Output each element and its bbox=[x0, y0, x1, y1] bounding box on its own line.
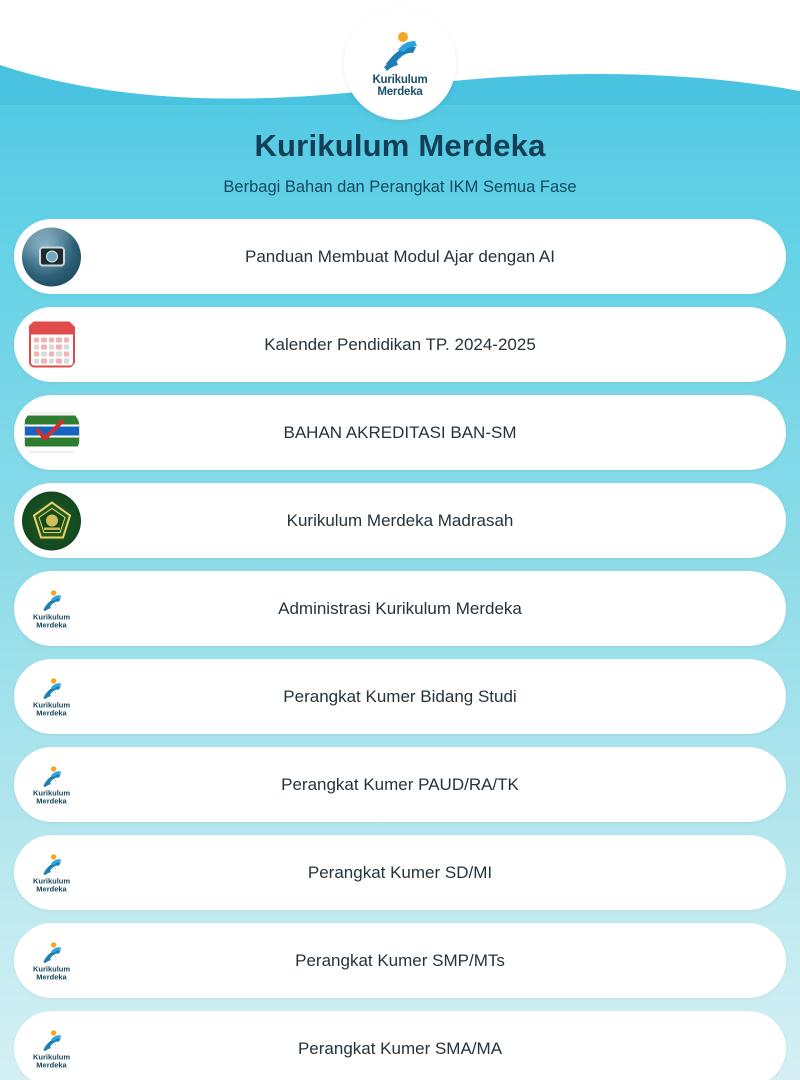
calendar-icon bbox=[22, 315, 81, 374]
page-subtitle: Berbagi Bahan dan Perangkat IKM Semua Fase bbox=[223, 178, 577, 196]
list-item[interactable] bbox=[14, 1011, 786, 1080]
kurikulum-merdeka-icon bbox=[22, 667, 81, 726]
kurikulum-merdeka-icon bbox=[22, 755, 81, 814]
logo-text-line1: Kurikulum bbox=[372, 74, 428, 86]
list-item[interactable] bbox=[14, 747, 786, 822]
list-item[interactable] bbox=[14, 835, 786, 910]
list-item[interactable] bbox=[14, 923, 786, 998]
list-item[interactable] bbox=[14, 307, 786, 382]
ban-sm-badge-icon bbox=[22, 403, 81, 462]
list-item[interactable] bbox=[14, 571, 786, 646]
list-item-label: Perangkat Kumer PAUD/RA/TK bbox=[281, 774, 519, 794]
list-item[interactable] bbox=[14, 659, 786, 734]
list-item-label: Administrasi Kurikulum Merdeka bbox=[278, 598, 522, 618]
running-figure-icon bbox=[39, 1028, 65, 1052]
icon-logo-text: Kurikulum Merdeka bbox=[32, 612, 71, 629]
running-figure-icon bbox=[39, 676, 65, 700]
list-item-label: Perangkat Kumer SMA/MA bbox=[297, 1038, 503, 1058]
list-item-label: Kalender Pendidikan TP. 2024-2025 bbox=[264, 334, 536, 354]
list-item-label: Perangkat Kumer Bidang Studi bbox=[283, 686, 517, 706]
icon-logo-text: Kurikulum Merdeka bbox=[32, 700, 71, 717]
app-logo bbox=[344, 8, 456, 120]
logo-inner bbox=[357, 21, 443, 107]
icon-logo-text: Kurikulum Merdeka bbox=[32, 964, 71, 981]
page-title: Kurikulum Merdeka bbox=[254, 128, 546, 163]
list-item-label: Perangkat Kumer SMP/MTs bbox=[295, 950, 505, 970]
running-figure-icon bbox=[39, 764, 65, 788]
list-item-label: Perangkat Kumer SD/MI bbox=[307, 862, 493, 882]
list-item[interactable] bbox=[14, 483, 786, 558]
logo-text-line2: Merdeka bbox=[377, 86, 423, 98]
checkmark-icon bbox=[36, 420, 64, 442]
icon-logo-text: Kurikulum Merdeka bbox=[32, 788, 71, 805]
running-figure-icon bbox=[376, 30, 424, 72]
list-item[interactable] bbox=[14, 395, 786, 470]
running-figure-icon bbox=[39, 588, 65, 612]
list-item-label: Kurikulum Merdeka Madrasah bbox=[286, 510, 514, 530]
kurikulum-merdeka-icon bbox=[22, 843, 81, 902]
kurikulum-merdeka-icon bbox=[22, 1019, 81, 1078]
list-item[interactable] bbox=[14, 219, 786, 294]
kurikulum-merdeka-icon bbox=[22, 579, 81, 638]
running-figure-icon bbox=[39, 852, 65, 876]
icon-logo-text: Kurikulum Merdeka bbox=[32, 876, 71, 893]
menu-list bbox=[0, 219, 800, 1080]
list-item-label: Panduan Membuat Modul Ajar dengan AI bbox=[245, 246, 555, 266]
madrasah-crest-icon bbox=[31, 500, 73, 542]
list-item-label: BAHAN AKREDITASI BAN-SM bbox=[283, 422, 517, 442]
kurikulum-merdeka-icon bbox=[22, 931, 81, 990]
icon-logo-text: Kurikulum Merdeka bbox=[32, 1052, 71, 1069]
photo-thumbnail-icon bbox=[22, 227, 81, 286]
logo-text bbox=[372, 74, 427, 98]
running-figure-icon bbox=[39, 940, 65, 964]
madrasah-emblem-icon bbox=[22, 491, 81, 550]
